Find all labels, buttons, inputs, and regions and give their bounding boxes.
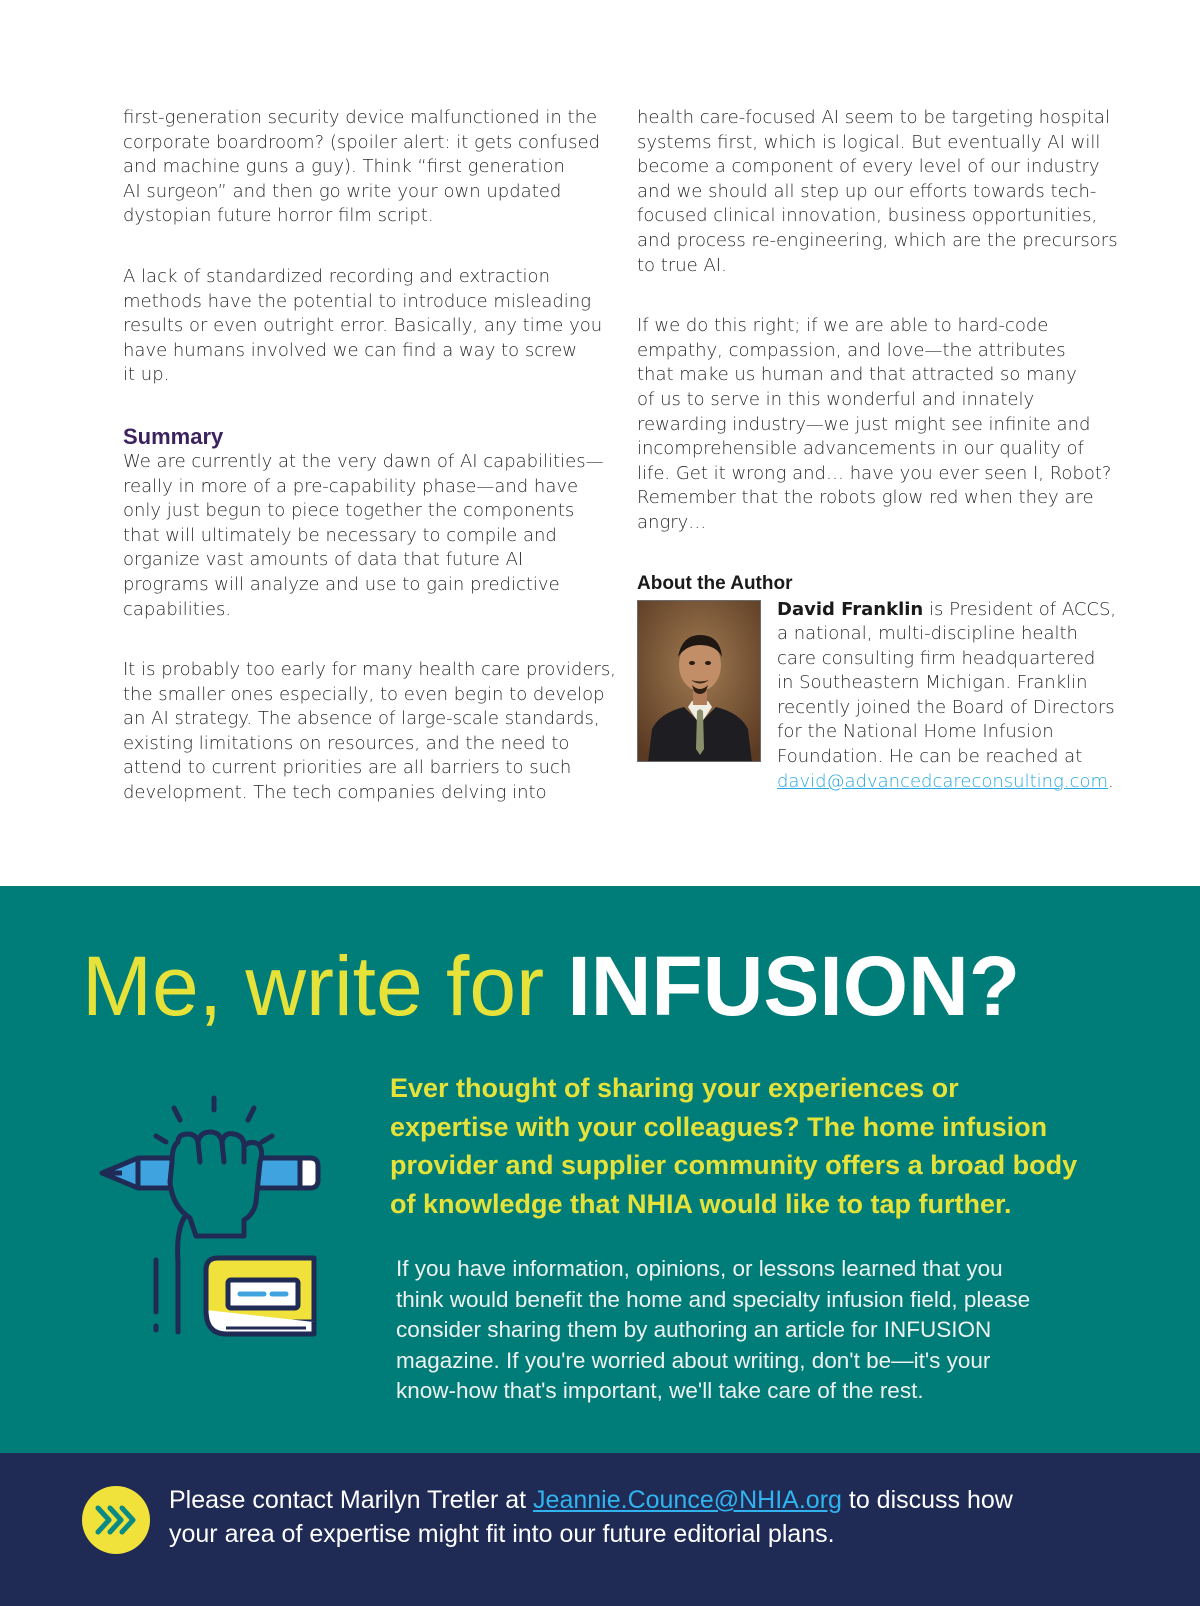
summary-heading: Summary	[123, 423, 224, 449]
contact-text	[169, 1483, 1149, 1551]
about-author-heading: About the Author	[637, 572, 793, 594]
left-paragraph-1: first-generation security device malfunctioned in the corporate boardroom? (spoiler alert: it gets confused and machine guns a guy). Think “first generation AI surgeon” and then go write your own updated dystopian future horror film script.	[123, 107, 600, 227]
author-email-link[interactable]: david@advancedcareconsulting.com	[777, 770, 1109, 792]
triple-chevron-right-icon	[82, 1486, 150, 1554]
author-bio-text: is President of ACCS, a national, multi-discipline health care consulting firm headquartered in Southeastern Michigan. Franklin recently joined the Board of Directors for the National Home Infusion Foundation. He can be reached at	[777, 598, 1117, 768]
promo-title-bold: INFUSION?	[567, 939, 1021, 1033]
author-bio	[777, 598, 1127, 795]
contact-email-link[interactable]: Jeannie.Counce@NHIA.org	[533, 1486, 842, 1514]
left-paragraph-3: We are currently at the very dawn of AI capabilities— really in more of a pre-capability phase—and have only just begun to piece together the components that will ultimately be necessary to compile and organize vast amounts of data that future AI programs will analyze and use to gain predictive capabilities.	[123, 450, 604, 620]
left-paragraph-4: It is probably too early for many health care providers, the smaller ones especially, to even begin to develop an AI strategy. The absence of large-scale standards, existing limitations on resources, and the need to attend to current priorities are all barriers to such development. The tech companies delving into	[123, 659, 616, 804]
promo-title-light: Me, write for	[82, 939, 568, 1033]
contact-text-after: to discuss how your area of expertise might fit into our future editorial plans.	[169, 1486, 1013, 1548]
pen-in-fist-and-book-icon	[96, 1082, 336, 1342]
right-paragraph-1: health care-focused AI seem to be targeting hospital systems first, which is logical. But eventually AI will become a component of every level of our industry and we should all step up our efforts towards tech- focused clinical innovation, business opportunities, and process re-engineering, which are the precursors to true AI.	[637, 107, 1118, 276]
author-name: David Franklin	[777, 598, 924, 620]
left-paragraph-2: A lack of standardized recording and extraction methods have the potential to introduce misleading results or even outright error. Basically, any time you have humans involved we can find a way to screw it up.	[123, 265, 603, 386]
contact-text-before: Please contact Marilyn Tretler at	[169, 1486, 534, 1514]
author-block	[637, 598, 1127, 798]
promo-title	[82, 938, 1020, 1034]
left-column	[123, 106, 618, 842]
write-for-infusion-banner	[0, 886, 1200, 1453]
promo-body-text: If you have information, opinions, or lessons learned that you think would benefit the home and specialty infusion field, please consider sharing them by authoring an article for INFUSION magazine. If you're worried about writing, don't be—it's your know-how that's important, we'll take care of the rest.	[396, 1256, 1031, 1403]
contact-banner	[0, 1453, 1200, 1606]
author-email-period: .	[1108, 770, 1114, 792]
author-photo	[637, 600, 761, 762]
right-column	[637, 106, 1127, 798]
promo-lead-text: Ever thought of sharing your experiences or expertise with your colleagues? The home infusion provider and supplier community offers a broad body of knowledge that NHIA would like to tap further.	[390, 1073, 1078, 1219]
right-paragraph-2: If we do this right; if we are able to hard-code empathy, compassion, and love—the attributes that make us human and that attracted so many of us to serve in this wonderful and innately rewarding industry—we just might see infinite and incomprehensible advancements in our quality of life. Get it wrong and… have you ever seen I, Robot? Remember that the robots glow red when they are angry…	[637, 315, 1112, 533]
